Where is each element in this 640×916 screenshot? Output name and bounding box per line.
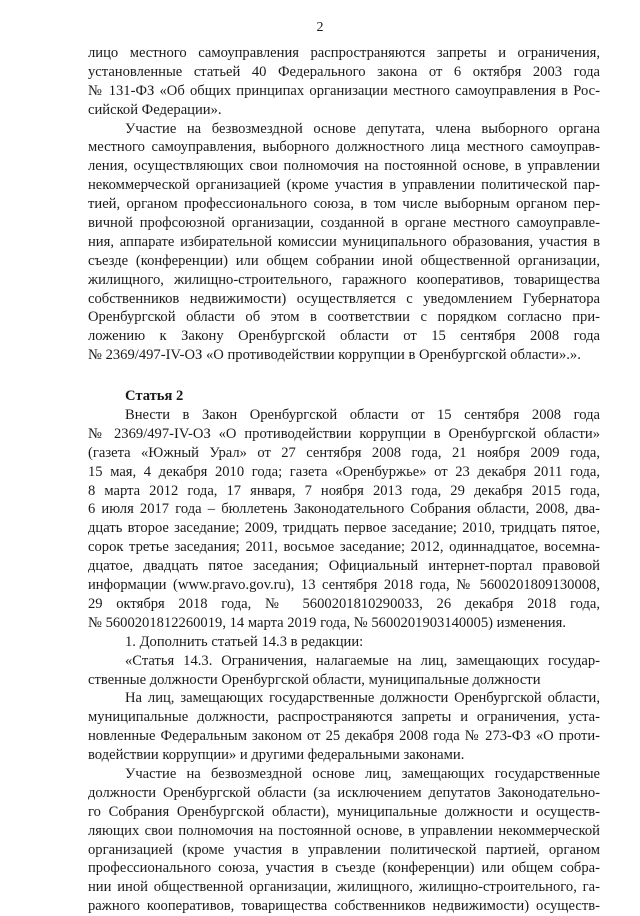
page-number: 2 bbox=[316, 20, 324, 35]
text-line: На лиц, замещающих государственные должности Оренбургской области, bbox=[125, 690, 600, 707]
text-line: № 2369/497-IV-ОЗ «О противодействии коррупции в Оренбургской области».». bbox=[88, 347, 581, 364]
text-line: 1. Дополнить статьей 14.3 в редакции: bbox=[125, 633, 364, 650]
text-line: ражного кооперативов, товарищества собственников недвижимости) осуществ- bbox=[88, 898, 600, 915]
text-line: Участие на безвозмездной основе лиц, замещающих государственные bbox=[125, 765, 600, 782]
document-body bbox=[88, 44, 600, 916]
paragraph bbox=[88, 44, 600, 120]
text-line: тией, органом профессионального союза, в том числе выборным органом пер- bbox=[88, 196, 600, 213]
text-line: Внести в Закон Оренбургской области от 15 сентября 2008 года bbox=[125, 407, 600, 424]
text-line: жилищного, жилищно-строительного, гаражного кооперативов, товарищества bbox=[88, 271, 600, 288]
text-line: вичной профсоюзной организации, созданной в органе местного самоуправле- bbox=[88, 215, 600, 232]
text-line: нии иной общественной организации, жилищного, жилищно-строительного, га- bbox=[88, 879, 600, 896]
text-line: 29 октября 2018 года, № 5600201810290033, 26 декабря 2018 года, bbox=[88, 595, 600, 612]
text-line: съезде (конференции) или общем собрании иной общественной организации, bbox=[88, 252, 600, 269]
text-line: местного самоуправления, выборного должностного лица местного самоуправ- bbox=[88, 139, 600, 156]
article-heading: Статья 2 bbox=[125, 388, 184, 405]
text-line: дцатое, двадцать пятое заседания; Официальный интернет-портал правовой bbox=[88, 558, 600, 575]
text-line: ния, аппарате избирательной комиссии муниципального образования, участия в bbox=[88, 233, 600, 250]
text-line: информации (www.pravo.gov.ru), 13 сентября 2018 года, № 5600201809130008, bbox=[88, 577, 600, 594]
text-line: лицо местного самоуправления распространяются запреты и ограничения, bbox=[88, 45, 600, 61]
paragraph bbox=[88, 120, 600, 366]
text-line: № 5600201812260019, 14 марта 2019 года, № 5600201903140005) изменения. bbox=[88, 614, 566, 631]
text-line: ляющих свои полномочия на постоянной основе, в управлении некоммерческой bbox=[88, 822, 600, 839]
text-line: установленные статьей 40 Федерального закона от 6 октября 2003 года bbox=[88, 63, 600, 80]
text-line: 6 июля 2017 года – бюллетень Законодательного Собрания области, 2008, два- bbox=[88, 501, 600, 518]
text-line: «Статья 14.3. Ограничения, налагаемые на лиц, замещающих государ- bbox=[125, 652, 600, 669]
text-line: муниципальные должности, распространяются запреты и ограничения, уста- bbox=[88, 709, 600, 726]
text-line: № 131-ФЗ «Об общих принципах организации местного самоуправления в Рос- bbox=[88, 82, 600, 99]
text-line: дцать второе заседание; 2009, тридцать первое заседание; 2010, тридцать пятое, bbox=[88, 520, 600, 537]
text-line: сийской Федерации». bbox=[88, 101, 222, 118]
text-line: организацией (кроме участия в управлении политической партией, органом bbox=[88, 841, 600, 858]
text-line: водействии коррупции» и другими федеральными законами. bbox=[88, 747, 465, 764]
text-line: № 2369/497-IV-ОЗ «О противодействии коррупции в Оренбургской области» bbox=[88, 425, 600, 442]
paragraph bbox=[88, 765, 600, 916]
text-line: должности Оренбургской области (за исключением депутатов Законодательно- bbox=[88, 784, 600, 801]
text-line: собственников недвижимости) осуществляется с уведомлением Губернатора bbox=[88, 290, 600, 307]
text-line: сорок третье заседания; 2011, восьмое заседание; 2012, одиннадцатое, восемна- bbox=[88, 539, 600, 556]
paragraph bbox=[88, 406, 600, 633]
paragraph bbox=[88, 652, 600, 690]
text-line: профессионального союза, участия в съезде (конференции) или общем собра- bbox=[88, 860, 600, 877]
text-line: 15 мая, 4 декабря 2010 года; газета «Оренбуржье» от 23 декабря 2011 года, bbox=[88, 463, 600, 480]
paragraph bbox=[88, 689, 600, 765]
text-line: Оренбургской области об этом в соответствии с порядком согласно при- bbox=[88, 309, 600, 326]
text-line: ления, осуществляющих свои полномочия на постоянной основе, в управлении bbox=[88, 158, 600, 175]
text-line: го Собрания Оренбургской области), муниципальные должности и осуществ- bbox=[88, 803, 600, 820]
paragraph bbox=[88, 633, 600, 652]
text-line: новленные Федеральным законом от 25 декабря 2008 года № 273-ФЗ «О проти- bbox=[88, 728, 600, 745]
text-line: ложению к Закону Оренбургской области от 15 сентября 2008 года bbox=[88, 328, 600, 345]
text-line: некоммерческой организацией (кроме участия в управлении политической пар- bbox=[88, 177, 600, 194]
text-line: 8 марта 2012 года, 17 января, 7 ноября 2013 года, 29 декабря 2015 года, bbox=[88, 482, 600, 499]
section-gap bbox=[88, 365, 600, 387]
text-line: Участие на безвозмездной основе депутата, члена выборного органа bbox=[125, 120, 600, 137]
text-line: ственные должности Оренбургской области, муниципальные должности bbox=[88, 671, 541, 688]
text-line: (газета «Южный Урал» от 27 сентября 2008 года, 21 ноября 2009 года, bbox=[88, 444, 600, 461]
